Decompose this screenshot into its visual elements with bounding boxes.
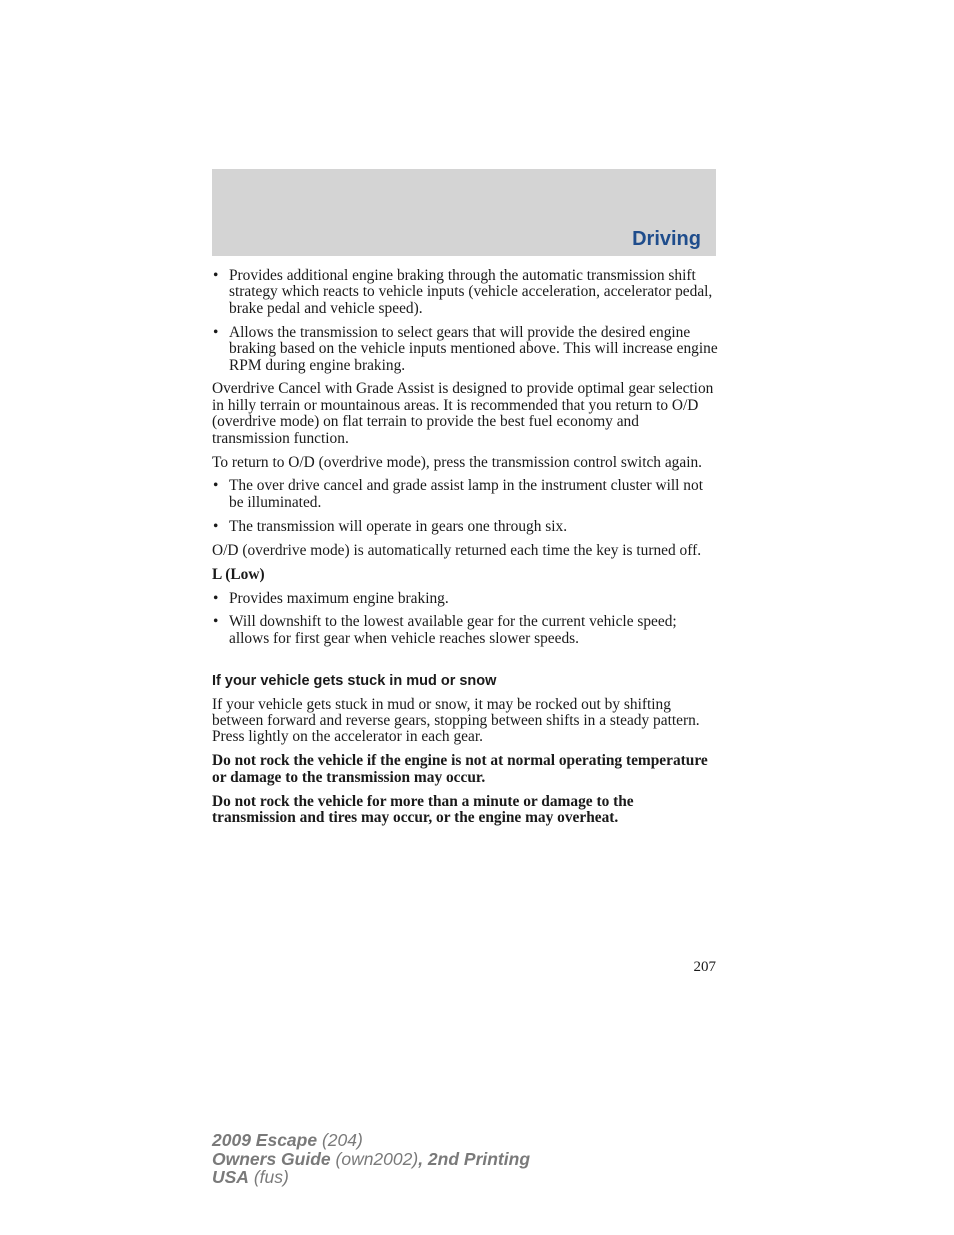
footer-line-2 [212,1150,530,1169]
page-number: 207 [693,959,716,975]
footer-edition-info [212,1131,530,1187]
paragraph-grade-assist: Overdrive Cancel with Grade Assist is designed to provide optimal gear selection in hilly terrain or mountainous areas. It is recommended that you return to O/D (overdrive mode) on flat terrain to provide the best fuel economy and transmission function. [212,380,714,447]
warning-rocking-duration: Do not rock the vehicle for more than a minute or damage to the transmission and tires may occur, or the engine may overheat. [212,792,634,827]
engine-braking-bullets [212,268,718,374]
list-item: • The transmission will operate in gears one through six. [212,519,718,535]
paragraph-od-auto-return: O/D (overdrive mode) is automatically returned each time the key is turned off. [212,541,702,559]
section-title: Driving [632,228,701,250]
page-content [212,268,718,834]
footer-guide-code: (own2002) [330,1148,419,1169]
list-item: • Will downshift to the lowest available gear for the current vehicle speed; allows for first gear when vehicle reaches slower speeds. [212,614,718,647]
low-gear-bullets [212,591,718,648]
list-item: • The over drive cancel and grade assist lamp in the instrument cluster will not be illuminated. [212,478,718,511]
footer-line-1 [212,1131,530,1150]
low-gear-heading: L (Low) [212,565,265,583]
footer-printing: , 2nd Printing [418,1148,531,1169]
paragraph-mud-snow: If your vehicle gets stuck in mud or snow, it may be rocked out by shifting between forward and reverse gears, stopping between shifts in a steady pattern. Press lightly on the accelerator in each gear. [212,695,700,746]
footer-market-code: (fus) [248,1167,289,1187]
overdrive-bullets [212,478,718,535]
mud-snow-heading: If your vehicle gets stuck in mud or snow [212,673,497,690]
footer-model-code: (204) [317,1130,363,1150]
paragraph-return-od: To return to O/D (overdrive mode), press the transmission control switch again. [212,453,703,471]
footer-line-3 [212,1168,530,1187]
footer-model: 2009 Escape [212,1130,318,1150]
list-item: • Allows the transmission to select gears that will provide the desired engine braking based on the vehicle inputs mentioned above. This will increase engine RPM during engine braking. [212,325,718,374]
list-item: • Provides additional engine braking through the automatic transmission shift strategy which reacts to vehicle inputs (vehicle acceleration, accelerator pedal, brake pedal and vehicle speed). [212,268,718,317]
footer-guide: Owners Guide [212,1148,331,1169]
section-header-band [212,169,716,256]
list-item: • Provides maximum engine braking. [212,591,718,607]
footer-market: USA [212,1167,249,1187]
warning-engine-temperature: Do not rock the vehicle if the engine is not at normal operating temperature or damage to the transmission may occur. [212,752,708,786]
